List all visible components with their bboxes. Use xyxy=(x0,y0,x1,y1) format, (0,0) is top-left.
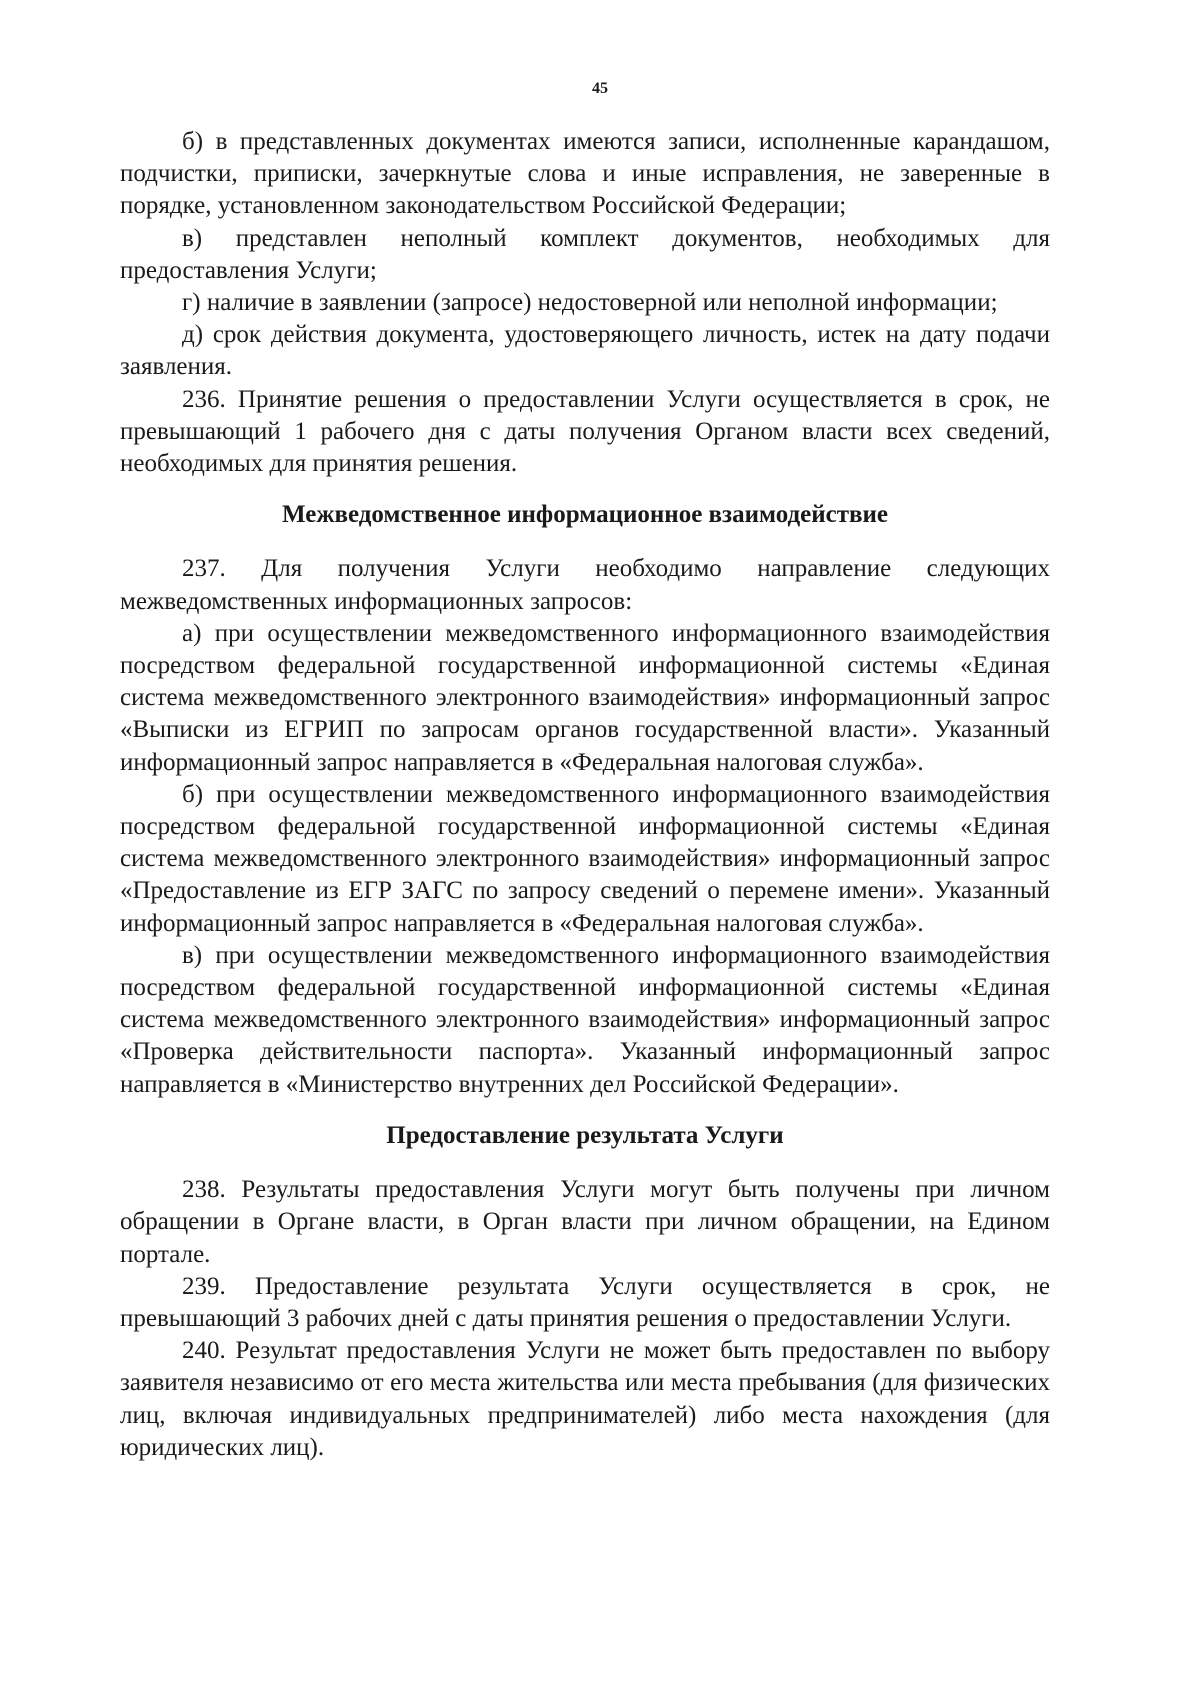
paragraph-item-b: б) в представленных документах имеются записи, исполненные карандашом, подчистки, приписки, зачеркнутые слова и иные исправления, не заверенные в порядке, установленном законодательством Российской Федерации; xyxy=(120,128,1050,220)
page-number: 45 xyxy=(592,80,608,97)
paragraph-237-v: в) при осуществлении межведомственного информационного взаимодействия посредством федеральной государственной информационной системы «Единая система межведомственного электронного взаимодействия» информационный запрос «Проверка действительности паспорта». Указанный информационный запрос направляется в «Министерство внутренних дел Российской Федерации». xyxy=(120,941,1050,1098)
paragraph-236: 236. Принятие решения о предоставлении Услуги осуществляется в срок, не превышающий 1 рабочего дня с даты получения Органом власти всех сведений, необходимых для принятия решения. xyxy=(120,385,1050,478)
paragraph-237-b: б) при осуществлении межведомственного информационного взаимодействия посредством федеральной государственной информационной системы «Единая система межведомственного электронного взаимодействия» информационный запрос «Предоставление из ЕГР ЗАГС по запросу сведений о перемене имени». Указанный информационный запрос направляется в «Федеральная налоговая служба». xyxy=(120,780,1050,937)
paragraph-item-g: г) наличие в заявлении (запросе) недостоверной или неполной информации; xyxy=(182,289,998,317)
document-body xyxy=(120,126,1050,1464)
paragraph-item-d: д) срок действия документа, удостоверяющего личность, истек на дату подачи заявления. xyxy=(120,321,1050,381)
paragraph-239: 239. Предоставление результата Услуги осуществляется в срок, не превышающий 3 рабочих дней с даты принятия решения о предоставлении Услуги. xyxy=(120,1272,1050,1332)
paragraph-237: 237. Для получения Услуги необходимо направление следующих межведомственных информационных запросов: xyxy=(120,555,1050,615)
section-heading-interagency: Межведомственное информационное взаимодействие xyxy=(282,501,888,529)
section-heading-result: Предоставление результата Услуги xyxy=(386,1121,784,1149)
paragraph-item-v: в) представлен неполный комплект документов, необходимых для предоставления Услуги; xyxy=(120,224,1050,284)
paragraph-240: 240. Результат предоставления Услуги не может быть предоставлен по выбору заявителя независимо от его места жительства или места пребывания (для физических лиц, включая индивидуальных предпринимателей) либо места нахождения (для юридических лиц). xyxy=(120,1337,1050,1461)
paragraph-237-a: а) при осуществлении межведомственного информационного взаимодействия посредством федеральной государственной информационной системы «Единая система межведомственного электронного взаимодействия» информационный запрос «Выписки из ЕГРИП по запросам органов государственной власти». Указанный информационный запрос направляется в «Федеральная налоговая служба». xyxy=(120,619,1050,776)
paragraph-238: 238. Результаты предоставления Услуги могут быть получены при личном обращении в Органе власти, в Орган власти при личном обращении, на Едином портале. xyxy=(120,1176,1050,1268)
